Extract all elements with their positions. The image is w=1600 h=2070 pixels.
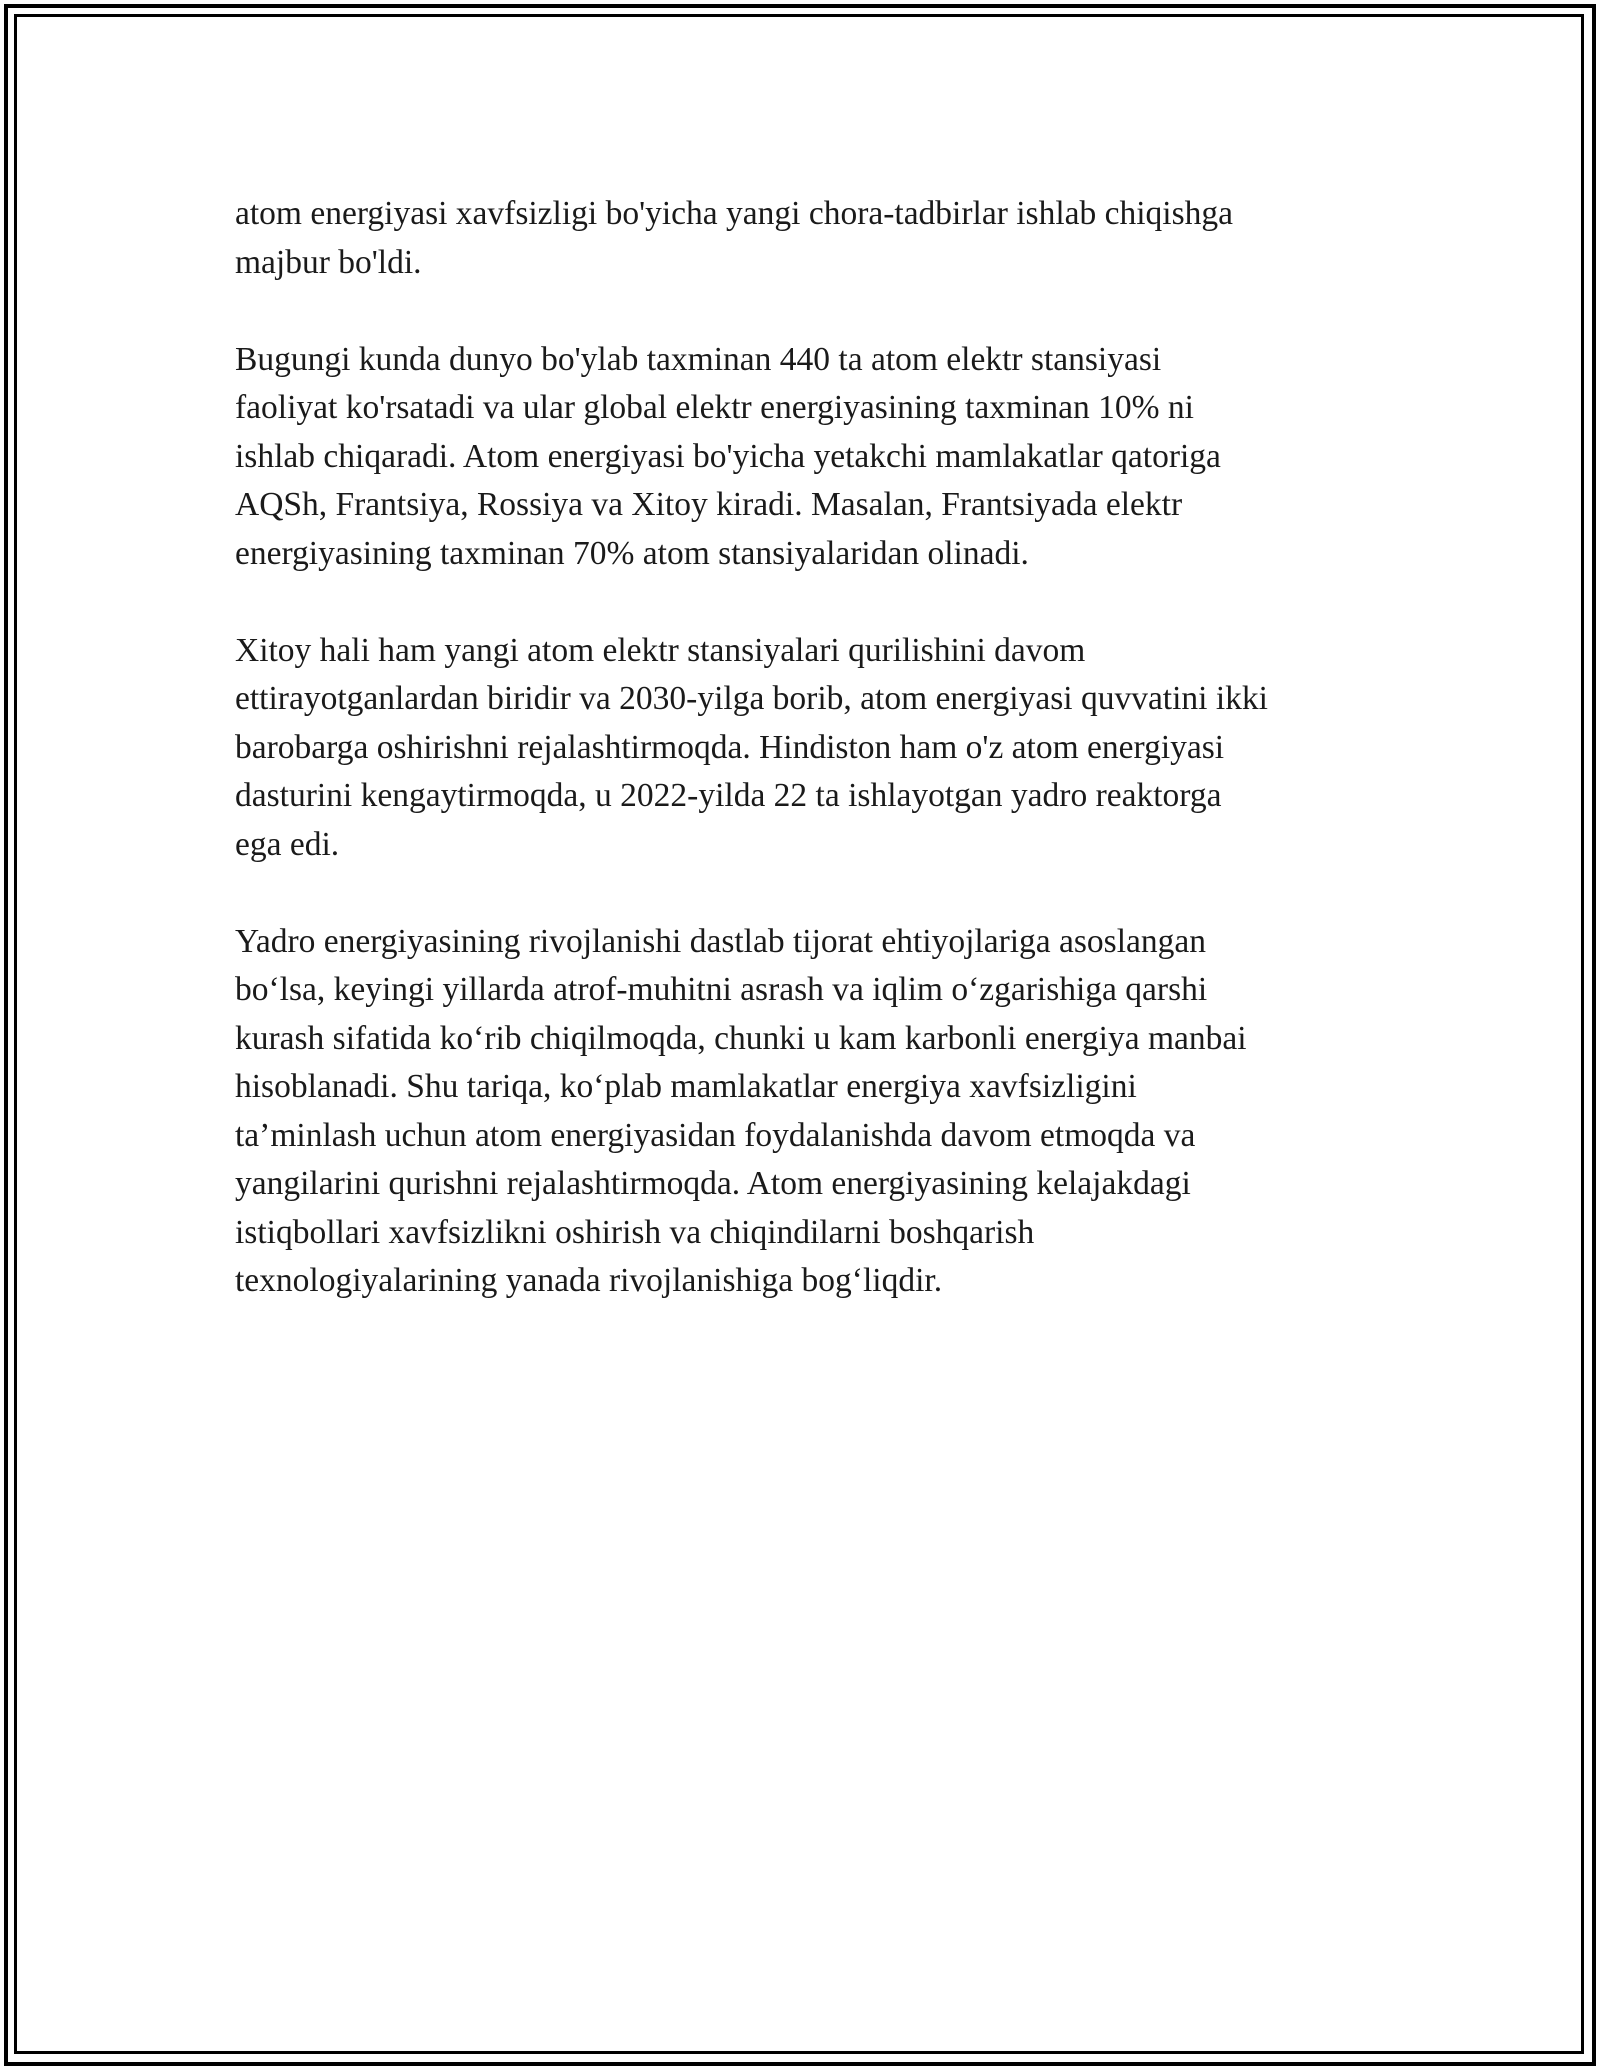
paragraph-3: Xitoy hali ham yangi atom elektr stansiyalari qurilishini davom ettirayotganlardan biridir va 2030-yilga borib, atom energiyasi quvvatini ikki barobarga oshirishni rejalashtirmoqda. Hindiston ham o'z atom energiyasi dasturini kengaytirmoqda, u 2022-yilda 22 ta ishlayotgan yadro reaktorga ega edi. xyxy=(235,631,1268,863)
document-body xyxy=(235,190,1395,1354)
paragraph-4: Yadro energiyasining rivojlanishi dastlab tijorat ehtiyojlariga asoslangan bo‘lsa, keyingi yillarda atrof-muhitni asrash va iqlim o‘zgarishiga qarshi kurash sifatida ko‘rib chiqilmoqda, chunki u kam karbonli energiya manbai hisoblanadi. Shu tariqa, ko‘plab mamlakatlar energiya xavfsizligini ta’minlash uchun atom energiyasidan foydalanishda davom etmoqda va yangilarini qurishni rejalashtirmoqda. Atom energiyasining kelajakdagi istiqbollari xavfsizlikni oshirish va chiqindilarni boshqarish texnologiyalarining yanada rivojlanishiga bog‘liqdir. xyxy=(235,922,1247,1299)
paragraph-2: Bugungi kunda dunyo bo'ylab taxminan 440 ta atom elektr stansiyasi faoliyat ko'rsatadi va ular global elektr energiyasining taxminan 10% ni ishlab chiqaradi. Atom energiyasi bo'yicha yetakchi mamlakatlar qatoriga AQSh, Frantsiya, Rossiya va Xitoy kiradi. Masalan, Frantsiyada elektr energiyasining taxminan 70% atom stansiyalaridan olinadi. xyxy=(235,340,1221,572)
paragraph-1: atom energiyasi xavfsizligi bo'yicha yangi chora-tadbirlar ishlab chiqishga majbur bo'ldi. xyxy=(235,195,1234,281)
